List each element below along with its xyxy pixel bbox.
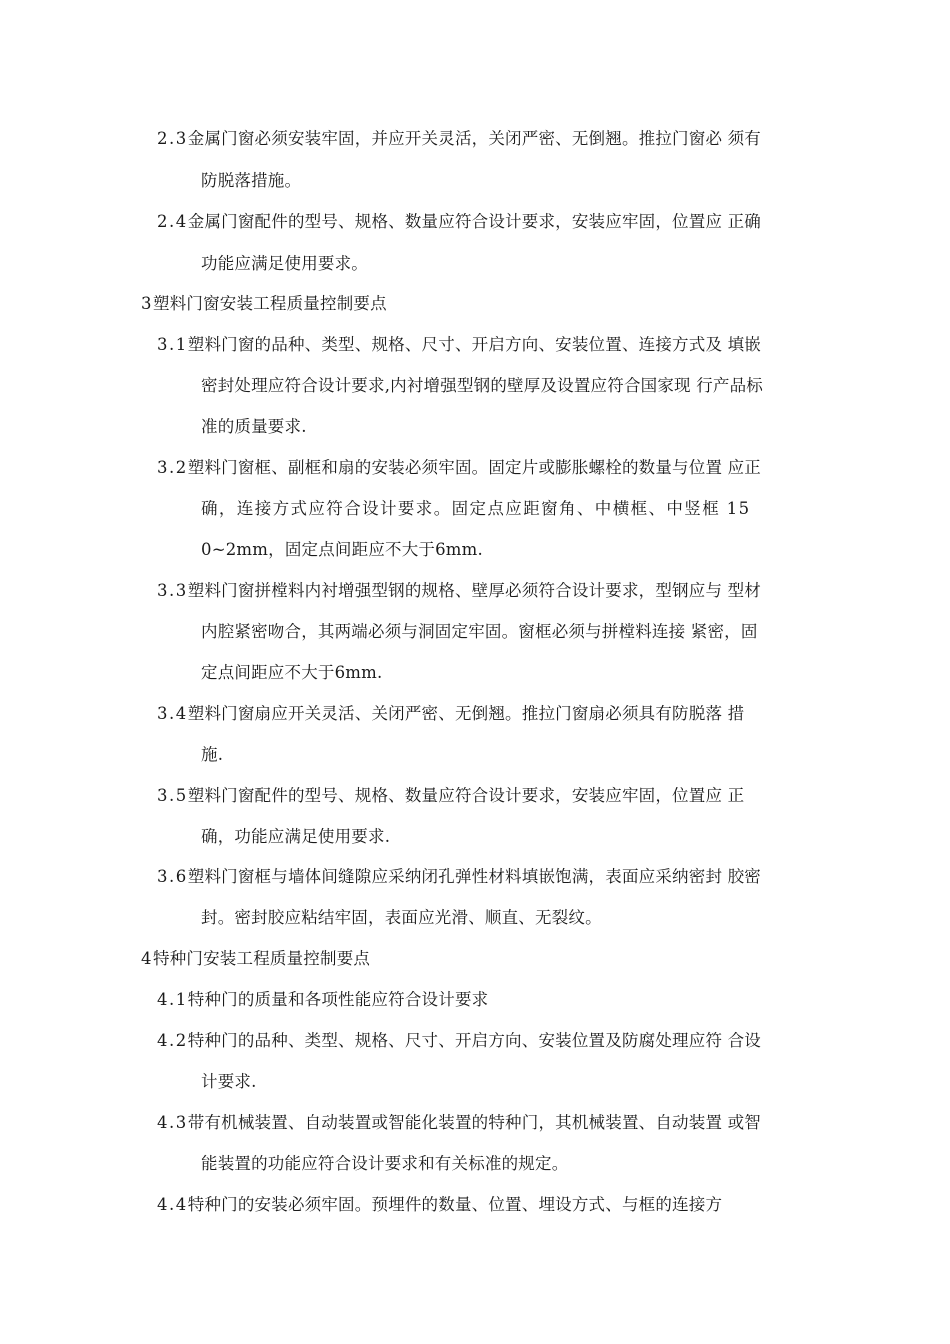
paragraph-4-3-line-1 bbox=[157, 1111, 761, 1135]
paragraph-3-4-line-2: 施. bbox=[201, 745, 224, 764]
paragraph-3-2-line-2: 确，连接方式应符合设计要求。固定点应距窗角、中横框、中竖框 15 bbox=[201, 499, 751, 518]
item-text: 金属门窗必须安装牢固，并应开关灵活，关闭严密、无倒翘。推拉门窗必 须有 bbox=[187, 129, 761, 148]
paragraph-3-4-line-1 bbox=[157, 702, 744, 726]
item-text: 特种门的安装必须牢固。预埋件的数量、位置、埋设方式、与框的连接方 bbox=[187, 1195, 723, 1214]
paragraph-2-4-line-2: 功能应满足使用要求。 bbox=[201, 254, 368, 273]
paragraph-3-3-line-2: 内腔紧密吻合，其两端必须与洞固定牢固。窗框必须与拼樘料连接 紧密，固 bbox=[201, 622, 758, 641]
item-number: 3.6 bbox=[157, 867, 188, 886]
paragraph-2-4-line-1 bbox=[157, 210, 761, 234]
paragraph-3-1-line-1 bbox=[157, 333, 761, 357]
item-number: 3.1 bbox=[157, 335, 188, 354]
item-text: 塑料门窗安装工程质量控制要点 bbox=[153, 294, 387, 313]
item-number: 4.3 bbox=[157, 1113, 188, 1132]
item-text: 塑料门窗框、副框和扇的安装必须牢固。固定片或膨胀螺栓的数量与位置 应正 bbox=[187, 458, 761, 477]
paragraph-2-3-line-2: 防脱落措施。 bbox=[201, 171, 302, 190]
item-text: 塑料门窗拼樘料内衬增强型钢的规格、壁厚必须符合设计要求，型钢应与 型材 bbox=[187, 581, 761, 600]
paragraph-3-3-line-1 bbox=[157, 579, 761, 603]
item-text: 塑料门窗扇应开关灵活、关闭严密、无倒翘。推拉门窗扇必须具有防脱落 措 bbox=[187, 704, 745, 723]
paragraph-3-5-line-2: 确，功能应满足使用要求. bbox=[201, 827, 391, 846]
paragraph-4-2-line-1 bbox=[157, 1029, 761, 1053]
paragraph-4-2-line-2: 计要求. bbox=[201, 1072, 257, 1091]
item-text: 金属门窗配件的型号、规格、数量应符合设计要求，安装应牢固，位置应 正确 bbox=[187, 212, 761, 231]
paragraph-3-2-line-3: 0~2mm，固定点间距应不大于6mm. bbox=[201, 540, 483, 559]
paragraph-4-4-line-1 bbox=[157, 1193, 722, 1217]
item-text: 特种门安装工程质量控制要点 bbox=[153, 949, 371, 968]
paragraph-3-3-line-3: 定点间距应不大于6mm. bbox=[201, 663, 383, 682]
item-text: 特种门的质量和各项性能应符合设计要求 bbox=[187, 990, 489, 1009]
section-heading-4 bbox=[141, 947, 370, 971]
item-number: 4.2 bbox=[157, 1031, 188, 1050]
paragraph-3-6-line-1 bbox=[157, 865, 761, 889]
item-number: 3.4 bbox=[157, 704, 188, 723]
item-number: 4.1 bbox=[157, 990, 188, 1009]
item-text: 带有机械装置、自动装置或智能化装置的特种门，其机械装置、自动装置 或智 bbox=[187, 1113, 761, 1132]
item-text: 塑料门窗配件的型号、规格、数量应符合设计要求，安装应牢固，位置应 正 bbox=[187, 786, 745, 805]
item-number: 3.5 bbox=[157, 786, 188, 805]
item-text: 塑料门窗框与墙体间缝隙应采纳闭孔弹性材料填嵌饱满，表面应采纳密封 胶密 bbox=[187, 867, 761, 886]
paragraph-3-5-line-1 bbox=[157, 784, 744, 808]
item-text: 特种门的品种、类型、规格、尺寸、开启方向、安装位置及防腐处理应符 合设 bbox=[187, 1031, 761, 1050]
paragraph-3-1-line-3: 准的质量要求. bbox=[201, 417, 307, 436]
paragraph-4-3-line-2: 能装置的功能应符合设计要求和有关标准的规定。 bbox=[201, 1154, 569, 1173]
item-number: 4 bbox=[141, 949, 153, 968]
item-number: 3.3 bbox=[157, 581, 188, 600]
paragraph-3-6-line-2: 封。密封胶应粘结牢固，表面应光滑、顺直、无裂纹。 bbox=[201, 908, 602, 927]
item-number: 4.4 bbox=[157, 1195, 188, 1214]
item-number: 2.4 bbox=[157, 212, 188, 231]
paragraph-3-1-line-2: 密封处理应符合设计要求,内衬增强型钢的壁厚及设置应符合国家现 行产品标 bbox=[201, 376, 763, 395]
paragraph-3-2-line-1 bbox=[157, 456, 761, 480]
item-number: 3 bbox=[141, 294, 153, 313]
item-number: 2.3 bbox=[157, 129, 188, 148]
paragraph-2-3-line-1 bbox=[157, 127, 761, 151]
section-heading-3 bbox=[141, 292, 387, 316]
item-number: 3.2 bbox=[157, 458, 188, 477]
item-text: 塑料门窗的品种、类型、规格、尺寸、开启方向、安装位置、连接方式及 填嵌 bbox=[187, 335, 761, 354]
paragraph-4-1-line-1 bbox=[157, 988, 488, 1012]
